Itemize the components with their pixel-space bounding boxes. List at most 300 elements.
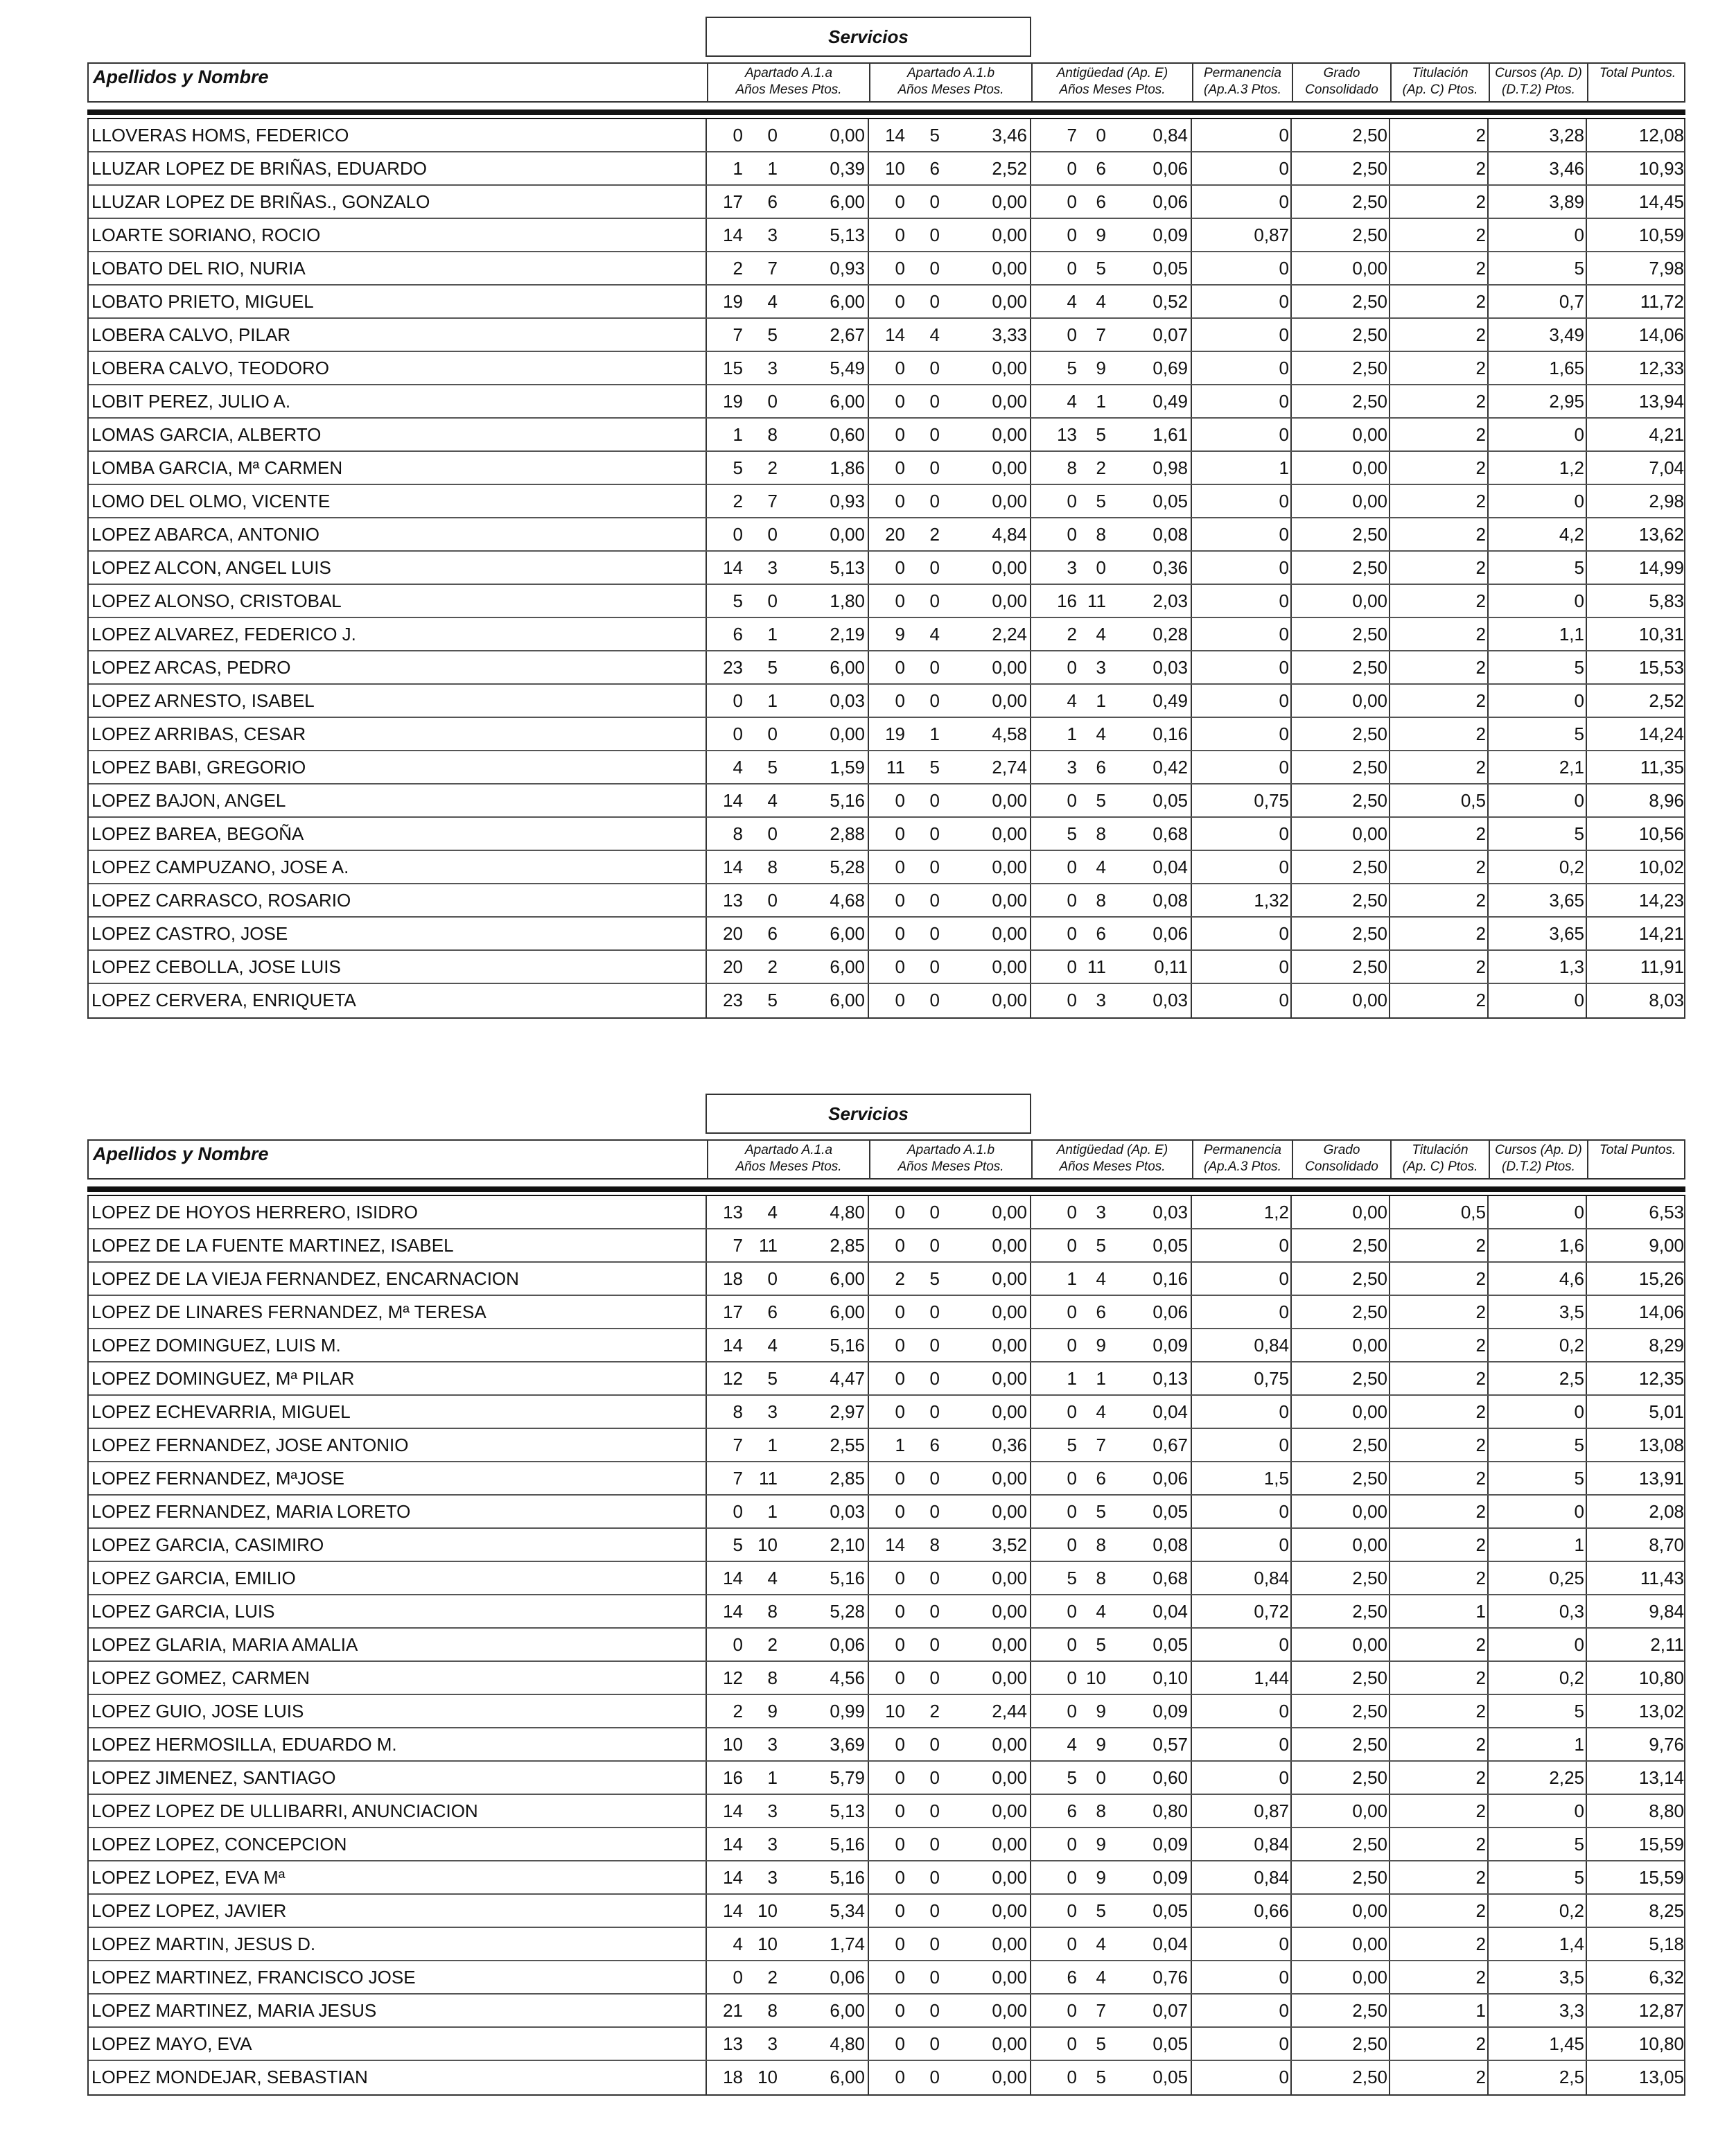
score-cell: 0 xyxy=(895,1601,905,1622)
column-header-2 xyxy=(869,64,1031,101)
table-row xyxy=(89,1296,1684,1329)
score-cell: 0 xyxy=(767,1268,778,1289)
score-cell: 2 xyxy=(1475,990,1486,1010)
score-cell: 4,58 xyxy=(992,724,1027,744)
score-cell: 7 xyxy=(733,1435,743,1455)
person-name: LOPEZ MAYO, EVA xyxy=(91,2033,252,2054)
score-cell: 0 xyxy=(1574,424,1584,445)
score-cell: 3 xyxy=(1067,757,1077,778)
score-cell: 0,07 xyxy=(1152,324,1188,345)
column-header-line1: Cursos (Ap. D) xyxy=(1495,1143,1582,1157)
score-cell: 14,23 xyxy=(1638,890,1684,911)
table-row xyxy=(89,119,1684,152)
score-cell: 14,21 xyxy=(1638,923,1684,944)
score-cell: 0 xyxy=(929,2000,940,2021)
score-cell: 0,05 xyxy=(1152,1900,1188,1921)
score-cell: 9 xyxy=(895,624,905,645)
score-cell: 5 xyxy=(1574,823,1584,844)
score-cell: 9 xyxy=(1096,1867,1106,1888)
score-cell: 3,49 xyxy=(1549,324,1584,345)
score-cell: 0 xyxy=(929,1734,940,1755)
score-cell: 2 xyxy=(895,1268,905,1289)
score-cell: 2,50 xyxy=(1352,657,1387,678)
column-header-line2: (Ap. C) Ptos. xyxy=(1402,82,1478,97)
score-cell: 10 xyxy=(723,1734,743,1755)
score-cell: 3 xyxy=(767,358,778,378)
score-cell: 6 xyxy=(1096,191,1106,212)
score-cell: 5 xyxy=(929,757,940,778)
table-row xyxy=(89,1861,1684,1895)
score-cell: 0,00 xyxy=(992,1601,1027,1622)
score-cell: 1 xyxy=(1096,690,1106,711)
score-cell: 2 xyxy=(1475,158,1486,179)
score-cell: 10 xyxy=(757,2067,778,2087)
score-cell: 0 xyxy=(1067,1834,1077,1855)
score-cell: 5 xyxy=(929,125,940,146)
score-cell: 13 xyxy=(723,890,743,911)
table-row xyxy=(89,186,1684,219)
score-cell: 5 xyxy=(1574,557,1584,578)
score-cell: 0,5 xyxy=(1460,790,1486,811)
score-cell: 1 xyxy=(929,724,940,744)
score-cell: 0 xyxy=(895,590,905,611)
score-cell: 11 xyxy=(886,757,905,778)
score-cell: 10 xyxy=(885,1701,905,1721)
score-cell: 8 xyxy=(1096,1534,1106,1555)
score-cell: 0,03 xyxy=(830,1501,865,1522)
column-header-line1: Apartado A.1.a xyxy=(744,1143,833,1157)
score-cell: 3,65 xyxy=(1549,890,1584,911)
column-header-line2: (Ap.A.3 Ptos. xyxy=(1204,1159,1281,1174)
table-row xyxy=(89,1529,1684,1562)
score-cell: 2,50 xyxy=(1352,1867,1387,1888)
table-row xyxy=(89,785,1684,818)
score-cell: 5 xyxy=(1096,1235,1106,1256)
score-cell: 0 xyxy=(1279,857,1289,877)
score-cell: 0 xyxy=(1067,1934,1077,1954)
score-cell: 3 xyxy=(767,1800,778,1821)
score-cell: 7 xyxy=(733,1468,743,1489)
score-cell: 0 xyxy=(929,990,940,1010)
table-row xyxy=(89,1396,1684,1429)
score-cell: 6 xyxy=(1067,1967,1077,1988)
score-cell: 2 xyxy=(1475,2067,1486,2087)
score-cell: 0 xyxy=(1279,2033,1289,2054)
score-cell: 23 xyxy=(723,990,743,1010)
score-cell: 13 xyxy=(1057,424,1077,445)
score-cell: 0 xyxy=(1279,1701,1289,1721)
score-cell: 1 xyxy=(1096,1368,1106,1389)
score-cell: 0,00 xyxy=(992,1800,1027,1821)
score-cell: 6 xyxy=(767,1302,778,1322)
score-cell: 14,06 xyxy=(1638,324,1684,345)
score-cell: 3 xyxy=(767,1734,778,1755)
score-cell: 0 xyxy=(929,1568,940,1588)
score-cell: 6 xyxy=(767,923,778,944)
score-cell: 2 xyxy=(1475,1634,1486,1655)
score-cell: 9 xyxy=(1096,1734,1106,1755)
score-cell: 14 xyxy=(885,125,905,146)
score-cell: 0 xyxy=(929,1335,940,1356)
score-cell: 0 xyxy=(895,956,905,977)
score-cell: 0 xyxy=(895,690,905,711)
column-header-8 xyxy=(1587,1141,1687,1178)
score-cell: 2,50 xyxy=(1352,790,1387,811)
score-cell: 2,67 xyxy=(830,324,865,345)
score-cell: 0 xyxy=(1279,1268,1289,1289)
score-cell: 1,2 xyxy=(1263,1202,1289,1222)
score-cell: 0 xyxy=(767,125,778,146)
score-cell: 2 xyxy=(1475,1568,1486,1588)
score-cell: 0 xyxy=(1279,990,1289,1010)
column-header-line2: (Ap.A.3 Ptos. xyxy=(1204,82,1281,97)
person-name: LOPEZ ARRIBAS, CESAR xyxy=(91,724,306,744)
score-cell: 2 xyxy=(1475,624,1486,645)
score-cell: 2,50 xyxy=(1352,225,1387,245)
score-cell: 13,08 xyxy=(1638,1435,1684,1455)
score-cell: 0,03 xyxy=(1152,990,1188,1010)
score-cell: 5 xyxy=(1574,724,1584,744)
table-row xyxy=(89,286,1684,319)
score-cell: 0 xyxy=(1574,690,1584,711)
table-row xyxy=(89,1229,1684,1263)
column-header-4 xyxy=(1192,1141,1292,1178)
score-cell: 4,21 xyxy=(1649,424,1684,445)
score-cell: 5 xyxy=(1067,1767,1077,1788)
score-cell: 2,85 xyxy=(830,1468,865,1489)
score-cell: 0,84 xyxy=(1254,1568,1289,1588)
score-cell: 0 xyxy=(1574,1202,1584,1222)
score-cell: 0 xyxy=(1279,1634,1289,1655)
score-cell: 21 xyxy=(723,2000,743,2021)
person-name: LOPEZ ECHEVARRIA, MIGUEL xyxy=(91,1401,351,1422)
person-name: LOPEZ HERMOSILLA, EDUARDO M. xyxy=(91,1734,397,1755)
name-column-header: Apellidos y Nombre xyxy=(93,67,269,87)
score-cell: 0,49 xyxy=(1152,391,1188,412)
score-cell: 2,44 xyxy=(992,1701,1027,1721)
score-cell: 1 xyxy=(733,158,743,179)
score-cell: 0,05 xyxy=(1152,1501,1188,1522)
column-header-line1: Apartado A.1.b xyxy=(906,66,995,80)
score-cell: 0 xyxy=(929,291,940,312)
score-cell: 0,00 xyxy=(992,923,1027,944)
score-cell: 1 xyxy=(1574,1734,1584,1755)
score-cell: 2,50 xyxy=(1352,1667,1387,1688)
score-cell: 2,50 xyxy=(1352,324,1387,345)
score-cell: 2,11 xyxy=(1650,1634,1684,1655)
score-cell: 0 xyxy=(1067,1900,1077,1921)
score-cell: 5,49 xyxy=(830,358,865,378)
score-cell: 0 xyxy=(1574,225,1584,245)
score-cell: 15,59 xyxy=(1638,1867,1684,1888)
score-cell: 0 xyxy=(929,358,940,378)
table-row xyxy=(89,818,1684,851)
score-cell: 6 xyxy=(929,158,940,179)
score-cell: 7 xyxy=(767,491,778,511)
score-cell: 0 xyxy=(929,657,940,678)
score-cell: 5,16 xyxy=(830,1568,865,1588)
score-cell: 0,00 xyxy=(992,1767,1027,1788)
score-cell: 0,60 xyxy=(830,424,865,445)
score-cell: 5 xyxy=(1574,1867,1584,1888)
table-row xyxy=(89,651,1684,685)
score-cell: 2 xyxy=(1067,624,1077,645)
score-cell: 3,28 xyxy=(1549,125,1584,146)
score-cell: 0 xyxy=(929,956,940,977)
score-cell: 0 xyxy=(1279,524,1289,545)
score-cell: 7 xyxy=(767,258,778,279)
score-cell: 8 xyxy=(1096,890,1106,911)
score-cell: 1,59 xyxy=(830,757,865,778)
score-cell: 0,84 xyxy=(1152,125,1188,146)
score-cell: 5 xyxy=(733,1534,743,1555)
score-cell: 15,53 xyxy=(1638,657,1684,678)
score-cell: 2,50 xyxy=(1352,1235,1387,1256)
table-row xyxy=(89,252,1684,286)
score-cell: 0 xyxy=(929,790,940,811)
score-cell: 1,4 xyxy=(1559,1934,1584,1954)
person-name: LOPEZ GOMEZ, CARMEN xyxy=(91,1667,310,1688)
score-cell: 4,84 xyxy=(992,524,1027,545)
table-row xyxy=(89,552,1684,585)
table-row xyxy=(89,352,1684,385)
column-header-6 xyxy=(1390,1141,1489,1178)
score-cell: 0 xyxy=(929,1800,940,1821)
score-cell: 2 xyxy=(1475,1401,1486,1422)
score-cell: 2,50 xyxy=(1352,2000,1387,2021)
score-cell: 0 xyxy=(929,823,940,844)
score-cell: 0,42 xyxy=(1152,757,1188,778)
score-cell: 0,00 xyxy=(1352,1934,1387,1954)
table-row xyxy=(89,1329,1684,1362)
score-cell: 14,06 xyxy=(1638,1302,1684,1322)
table-row xyxy=(89,1795,1684,1828)
score-cell: 2 xyxy=(929,524,940,545)
score-cell: 0,06 xyxy=(1152,1302,1188,1322)
score-cell: 2,50 xyxy=(1352,1302,1387,1322)
score-cell: 0 xyxy=(1279,424,1289,445)
score-cell: 9 xyxy=(1096,225,1106,245)
score-cell: 0,00 xyxy=(992,990,1027,1010)
score-cell: 0,04 xyxy=(1152,1934,1188,1954)
score-cell: 0,03 xyxy=(830,690,865,711)
score-cell: 0 xyxy=(1279,590,1289,611)
score-cell: 6 xyxy=(1096,1302,1106,1322)
score-cell: 17 xyxy=(723,191,743,212)
score-cell: 0 xyxy=(895,2000,905,2021)
score-cell: 0 xyxy=(1574,491,1584,511)
score-cell: 0,57 xyxy=(1152,1734,1188,1755)
score-cell: 0 xyxy=(929,1967,940,1988)
score-cell: 0 xyxy=(895,1501,905,1522)
score-cell: 0 xyxy=(929,1302,940,1322)
score-cell: 13,05 xyxy=(1638,2067,1684,2087)
score-cell: 1,3 xyxy=(1559,956,1584,977)
table-row xyxy=(89,1895,1684,1928)
score-cell: 20 xyxy=(885,524,905,545)
score-cell: 13,62 xyxy=(1638,524,1684,545)
score-cell: 2,50 xyxy=(1352,2033,1387,2054)
score-cell: 0,84 xyxy=(1254,1867,1289,1888)
score-cell: 4 xyxy=(1067,1734,1077,1755)
score-cell: 4 xyxy=(929,324,940,345)
score-cell: 5 xyxy=(1096,424,1106,445)
score-cell: 0,52 xyxy=(1152,291,1188,312)
score-cell: 9,00 xyxy=(1649,1235,1684,1256)
score-cell: 13 xyxy=(723,2033,743,2054)
score-cell: 2 xyxy=(1475,191,1486,212)
score-cell: 0,00 xyxy=(1352,1967,1387,1988)
score-cell: 3 xyxy=(767,557,778,578)
score-cell: 0,04 xyxy=(1152,1601,1188,1622)
table-row xyxy=(89,951,1684,984)
score-cell: 0,00 xyxy=(992,590,1027,611)
score-cell: 0 xyxy=(895,1335,905,1356)
score-cell: 6,00 xyxy=(830,191,865,212)
score-cell: 0 xyxy=(1067,491,1077,511)
score-cell: 6,00 xyxy=(830,2000,865,2021)
column-header-line1: Apartado A.1.a xyxy=(744,66,833,80)
column-header-line1: Antigüedad (Ap. E) xyxy=(1056,1143,1168,1157)
score-cell: 0 xyxy=(1067,2033,1077,2054)
score-cell: 0 xyxy=(1067,1634,1077,1655)
person-name: LOPEZ GLARIA, MARIA AMALIA xyxy=(91,1634,358,1655)
score-cell: 2 xyxy=(1475,857,1486,877)
score-cell: 5,18 xyxy=(1649,1934,1684,1954)
score-cell: 0,00 xyxy=(1352,491,1387,511)
score-cell: 0 xyxy=(929,857,940,877)
score-cell: 2 xyxy=(733,491,743,511)
score-cell: 3,5 xyxy=(1559,1967,1584,1988)
score-cell: 1 xyxy=(1067,1268,1077,1289)
score-cell: 5 xyxy=(1574,657,1584,678)
person-name: LOMO DEL OLMO, VICENTE xyxy=(91,491,331,511)
table-row xyxy=(89,585,1684,618)
score-cell: 13,91 xyxy=(1638,1468,1684,1489)
score-cell: 0,00 xyxy=(992,291,1027,312)
person-name: LOMAS GARCIA, ALBERTO xyxy=(91,424,322,445)
score-cell: 0 xyxy=(895,823,905,844)
score-cell: 3 xyxy=(767,1867,778,1888)
score-cell: 0,09 xyxy=(1152,1701,1188,1721)
score-cell: 5,16 xyxy=(830,1867,865,1888)
score-cell: 0,66 xyxy=(1254,1900,1289,1921)
score-cell: 4,47 xyxy=(830,1368,865,1389)
score-cell: 7,98 xyxy=(1649,258,1684,279)
score-cell: 2 xyxy=(1096,457,1106,478)
score-cell: 0,00 xyxy=(1352,690,1387,711)
score-cell: 0 xyxy=(1279,1934,1289,1954)
score-cell: 0 xyxy=(895,1401,905,1422)
column-header-line2: Años Meses Ptos. xyxy=(897,82,1004,97)
score-cell: 5,13 xyxy=(830,557,865,578)
score-cell: 0,00 xyxy=(992,956,1027,977)
table-row xyxy=(89,1762,1684,1795)
score-cell: 2 xyxy=(1475,258,1486,279)
score-cell: 0 xyxy=(1096,1767,1106,1788)
score-cell: 2 xyxy=(1475,1235,1486,1256)
score-cell: 0 xyxy=(1067,524,1077,545)
score-cell: 0,00 xyxy=(1352,424,1387,445)
score-cell: 19 xyxy=(723,291,743,312)
score-cell: 6 xyxy=(1096,757,1106,778)
score-cell: 3 xyxy=(1096,657,1106,678)
score-cell: 10,93 xyxy=(1638,158,1684,179)
score-cell: 14 xyxy=(723,1867,743,1888)
score-cell: 2,55 xyxy=(830,1435,865,1455)
score-cell: 1 xyxy=(767,690,778,711)
score-cell: 6,00 xyxy=(830,1268,865,1289)
score-cell: 4 xyxy=(733,1934,743,1954)
score-cell: 0 xyxy=(929,2067,940,2087)
score-cell: 2,52 xyxy=(1649,690,1684,711)
score-cell: 14 xyxy=(723,1900,743,1921)
score-cell: 9 xyxy=(1096,1335,1106,1356)
score-cell: 0,05 xyxy=(1152,1634,1188,1655)
score-cell: 2,50 xyxy=(1352,1701,1387,1721)
score-cell: 0,00 xyxy=(1352,1335,1387,1356)
score-cell: 9 xyxy=(1096,1834,1106,1855)
score-cell: 10,31 xyxy=(1638,624,1684,645)
table-row xyxy=(89,851,1684,884)
score-cell: 2,50 xyxy=(1352,1268,1387,1289)
score-cell: 5 xyxy=(1096,2067,1106,2087)
score-cell: 1 xyxy=(767,1435,778,1455)
score-cell: 2,50 xyxy=(1352,1734,1387,1755)
score-cell: 0,36 xyxy=(992,1435,1027,1455)
column-header-line1: Grado xyxy=(1323,1143,1360,1157)
table-row xyxy=(89,219,1684,252)
score-cell: 8,80 xyxy=(1649,1800,1684,1821)
score-cell: 0 xyxy=(1067,1335,1077,1356)
column-header-1 xyxy=(707,64,869,101)
column-header-3 xyxy=(1031,1141,1192,1178)
score-cell: 2,52 xyxy=(992,158,1027,179)
score-cell: 2,50 xyxy=(1352,956,1387,977)
score-cell: 5 xyxy=(1096,491,1106,511)
table-row xyxy=(89,1928,1684,1961)
table-body xyxy=(87,119,1685,1019)
score-cell: 0 xyxy=(895,1867,905,1888)
score-cell: 1 xyxy=(895,1435,905,1455)
score-cell: 0,25 xyxy=(1549,1568,1584,1588)
score-cell: 2,50 xyxy=(1352,890,1387,911)
score-cell: 2 xyxy=(1475,1800,1486,1821)
score-cell: 0,00 xyxy=(1352,1401,1387,1422)
person-name: LOPEZ BAREA, BEGOÑA xyxy=(91,823,304,844)
column-header-line2: Años Meses Ptos. xyxy=(1059,1159,1166,1174)
person-name: LOPEZ MARTIN, JESUS D. xyxy=(91,1934,316,1954)
score-cell: 0 xyxy=(895,857,905,877)
score-cell: 0,00 xyxy=(992,358,1027,378)
score-cell: 6,00 xyxy=(830,956,865,977)
table-row xyxy=(89,1429,1684,1462)
score-cell: 2 xyxy=(1475,1335,1486,1356)
score-cell: 1,61 xyxy=(1152,424,1188,445)
score-cell: 0,07 xyxy=(1152,2000,1188,2021)
person-name: LOBIT PEREZ, JULIO A. xyxy=(91,391,291,412)
person-name: LOPEZ GARCIA, LUIS xyxy=(91,1601,275,1622)
score-cell: 8 xyxy=(767,1667,778,1688)
table-row xyxy=(89,1562,1684,1595)
table-row xyxy=(89,385,1684,419)
score-cell: 0,00 xyxy=(992,790,1027,811)
score-cell: 0,3 xyxy=(1559,1601,1584,1622)
score-cell: 0 xyxy=(929,1601,940,1622)
score-cell: 0 xyxy=(1096,557,1106,578)
score-cell: 5 xyxy=(767,1368,778,1389)
table-row xyxy=(89,1462,1684,1496)
